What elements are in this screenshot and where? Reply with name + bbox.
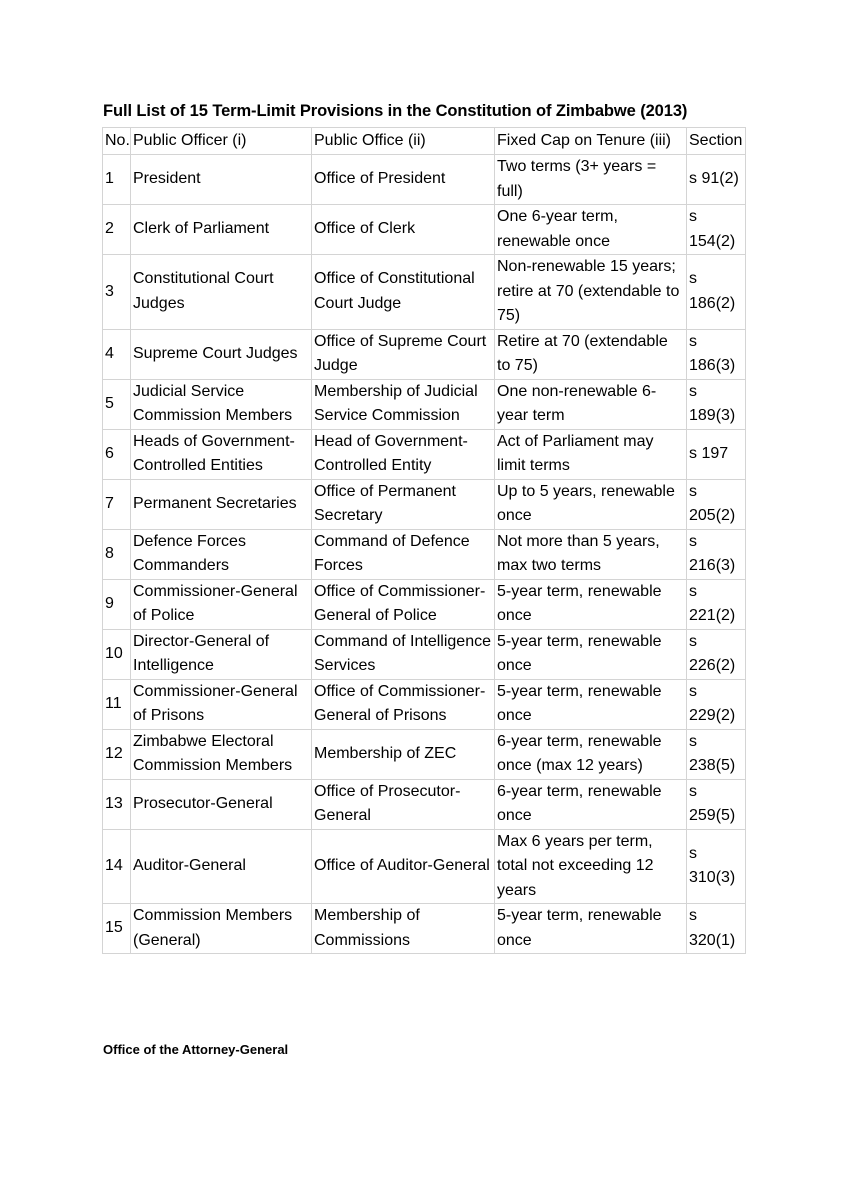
cell-no: 2 bbox=[103, 205, 131, 255]
cell-section: s 310(3) bbox=[687, 829, 746, 904]
cell-public-office: Office of Supreme Court Judge bbox=[312, 329, 495, 379]
cell-public-office: Membership of ZEC bbox=[312, 729, 495, 779]
table-row bbox=[103, 379, 746, 429]
cell-fixed-cap: Two terms (3+ years = full) bbox=[495, 155, 687, 205]
cell-section: s 205(2) bbox=[687, 479, 746, 529]
cell-section: s 221(2) bbox=[687, 579, 746, 629]
header-public-office: Public Office (ii) bbox=[312, 128, 495, 155]
table-row bbox=[103, 779, 746, 829]
cell-public-office: Office of Commissioner-General of Prisons bbox=[312, 679, 495, 729]
cell-public-office: Head of Government-Controlled Entity bbox=[312, 429, 495, 479]
cell-fixed-cap: One non-renewable 6-year term bbox=[495, 379, 687, 429]
table-row bbox=[103, 255, 746, 330]
cell-public-office: Command of Intelligence Services bbox=[312, 629, 495, 679]
table-row bbox=[103, 155, 746, 205]
cell-public-officer: Commission Members (General) bbox=[131, 904, 312, 954]
table-header-row bbox=[103, 128, 746, 155]
cell-public-office: Office of President bbox=[312, 155, 495, 205]
header-public-officer: Public Officer (i) bbox=[131, 128, 312, 155]
cell-fixed-cap: 5-year term, renewable once bbox=[495, 629, 687, 679]
table-row bbox=[103, 429, 746, 479]
cell-section: s 229(2) bbox=[687, 679, 746, 729]
table-row bbox=[103, 679, 746, 729]
cell-fixed-cap: 5-year term, renewable once bbox=[495, 679, 687, 729]
cell-fixed-cap: Max 6 years per term, total not exceeding 12 years bbox=[495, 829, 687, 904]
header-fixed-cap: Fixed Cap on Tenure (iii) bbox=[495, 128, 687, 155]
table-row bbox=[103, 829, 746, 904]
cell-section: s 197 bbox=[687, 429, 746, 479]
table-row bbox=[103, 479, 746, 529]
cell-public-officer: Prosecutor-General bbox=[131, 779, 312, 829]
table-row bbox=[103, 205, 746, 255]
table-row bbox=[103, 329, 746, 379]
table-row bbox=[103, 529, 746, 579]
cell-fixed-cap: 6-year term, renewable once (max 12 years) bbox=[495, 729, 687, 779]
cell-public-officer: Zimbabwe Electoral Commission Members bbox=[131, 729, 312, 779]
cell-public-office: Office of Commissioner-General of Police bbox=[312, 579, 495, 629]
table-row bbox=[103, 904, 746, 954]
table-row bbox=[103, 629, 746, 679]
cell-fixed-cap: 6-year term, renewable once bbox=[495, 779, 687, 829]
cell-public-officer: Director-General of Intelligence bbox=[131, 629, 312, 679]
document-title: Full List of 15 Term-Limit Provisions in the Constitution of Zimbabwe (2013) bbox=[103, 102, 688, 120]
cell-no: 8 bbox=[103, 529, 131, 579]
cell-section: s 186(3) bbox=[687, 329, 746, 379]
cell-section: s 154(2) bbox=[687, 205, 746, 255]
table-row bbox=[103, 729, 746, 779]
cell-no: 1 bbox=[103, 155, 131, 205]
header-section: Section bbox=[687, 128, 746, 155]
cell-section: s 186(2) bbox=[687, 255, 746, 330]
cell-fixed-cap: 5-year term, renewable once bbox=[495, 904, 687, 954]
cell-public-office: Command of Defence Forces bbox=[312, 529, 495, 579]
cell-public-office: Office of Clerk bbox=[312, 205, 495, 255]
cell-no: 7 bbox=[103, 479, 131, 529]
cell-fixed-cap: Act of Parliament may limit terms bbox=[495, 429, 687, 479]
cell-no: 11 bbox=[103, 679, 131, 729]
cell-public-office: Membership of Commissions bbox=[312, 904, 495, 954]
term-limit-table bbox=[102, 127, 746, 954]
cell-section: s 320(1) bbox=[687, 904, 746, 954]
cell-no: 6 bbox=[103, 429, 131, 479]
cell-public-office: Office of Auditor-General bbox=[312, 829, 495, 904]
header-no: No. bbox=[103, 128, 131, 155]
cell-no: 15 bbox=[103, 904, 131, 954]
cell-section: s 189(3) bbox=[687, 379, 746, 429]
table-body bbox=[103, 155, 746, 954]
cell-public-officer: Permanent Secretaries bbox=[131, 479, 312, 529]
table-row bbox=[103, 579, 746, 629]
cell-public-office: Office of Constitutional Court Judge bbox=[312, 255, 495, 330]
cell-fixed-cap: One 6-year term, renewable once bbox=[495, 205, 687, 255]
cell-public-officer: Supreme Court Judges bbox=[131, 329, 312, 379]
cell-no: 12 bbox=[103, 729, 131, 779]
cell-fixed-cap: 5-year term, renewable once bbox=[495, 579, 687, 629]
cell-public-officer: Commissioner-General of Prisons bbox=[131, 679, 312, 729]
cell-public-officer: Auditor-General bbox=[131, 829, 312, 904]
cell-public-officer: Clerk of Parliament bbox=[131, 205, 312, 255]
cell-section: s 259(5) bbox=[687, 779, 746, 829]
cell-fixed-cap: Up to 5 years, renewable once bbox=[495, 479, 687, 529]
cell-public-officer: Heads of Government-Controlled Entities bbox=[131, 429, 312, 479]
cell-no: 3 bbox=[103, 255, 131, 330]
cell-no: 14 bbox=[103, 829, 131, 904]
cell-public-office: Membership of Judicial Service Commission bbox=[312, 379, 495, 429]
cell-no: 13 bbox=[103, 779, 131, 829]
cell-section: s 226(2) bbox=[687, 629, 746, 679]
cell-public-officer: Commissioner-General of Police bbox=[131, 579, 312, 629]
cell-public-officer: Constitutional Court Judges bbox=[131, 255, 312, 330]
cell-no: 9 bbox=[103, 579, 131, 629]
cell-fixed-cap: Not more than 5 years, max two terms bbox=[495, 529, 687, 579]
cell-section: s 238(5) bbox=[687, 729, 746, 779]
cell-public-officer: Defence Forces Commanders bbox=[131, 529, 312, 579]
cell-fixed-cap: Retire at 70 (extendable to 75) bbox=[495, 329, 687, 379]
cell-public-office: Office of Permanent Secretary bbox=[312, 479, 495, 529]
cell-public-officer: Judicial Service Commission Members bbox=[131, 379, 312, 429]
cell-no: 4 bbox=[103, 329, 131, 379]
footer-note: Office of the Attorney-General bbox=[103, 1042, 289, 1057]
cell-no: 5 bbox=[103, 379, 131, 429]
cell-fixed-cap: Non-renewable 15 years; retire at 70 (extendable to 75) bbox=[495, 255, 687, 330]
cell-public-officer: President bbox=[131, 155, 312, 205]
cell-section: s 91(2) bbox=[687, 155, 746, 205]
cell-section: s 216(3) bbox=[687, 529, 746, 579]
cell-public-office: Office of Prosecutor-General bbox=[312, 779, 495, 829]
cell-no: 10 bbox=[103, 629, 131, 679]
